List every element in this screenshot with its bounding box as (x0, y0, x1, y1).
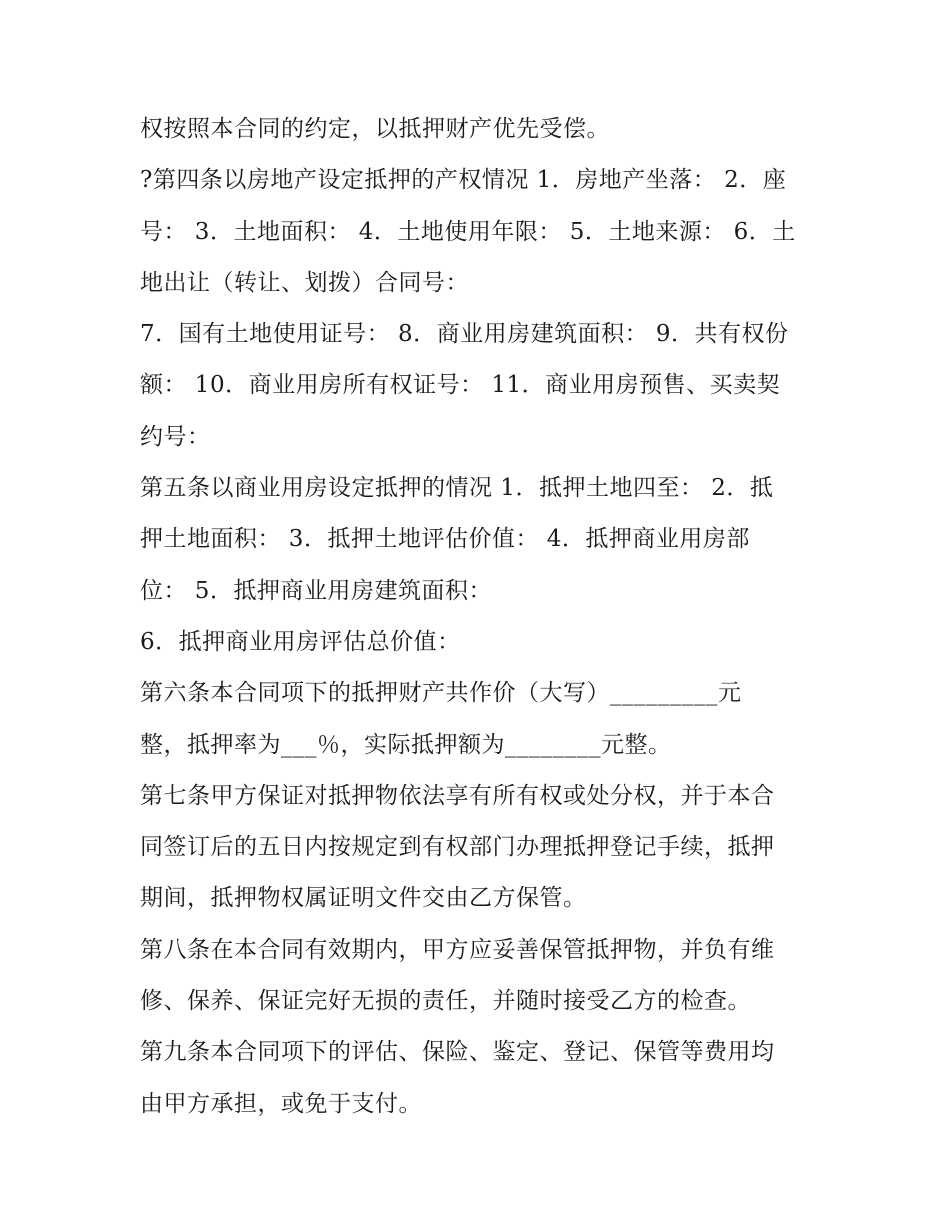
text-line: 约号： (140, 423, 211, 450)
text-line: 权按照本合同的约定，以抵押财产优先受偿。 (140, 116, 610, 142)
text-line: 第七条甲方保证对抵押物依法享有所有权或处分权，并于本合 (140, 782, 775, 809)
text-line: 修、保养、保证完好无损的责任，并随时接受乙方的检查。 (140, 988, 751, 1015)
text-line: 第九条本合同项下的评估、保险、鉴定、登记、保管等费用均 (140, 1039, 775, 1066)
text-line: 同签订后的五日内按规定到有权部门办理抵押登记手续，抵押 (140, 834, 775, 861)
text-line: 额： 10．商业用房所有权证号： 11．商业用房预售、买卖契 (140, 372, 781, 399)
text-line: 位： 5．抵押商业用房建筑面积： (140, 577, 492, 604)
text-line: 第六条本合同项下的抵押财产共作价（大写）_________元 (140, 680, 742, 707)
text-line: 整，抵押率为___％，实际抵押额为________元整。 (140, 731, 672, 758)
text-line: 6．抵押商业用房评估总价值： (140, 628, 461, 655)
text-line: 号： 3．土地面积： 4．土地使用年限： 5．土地来源： 6．土 (140, 218, 796, 245)
text-line: 押土地面积： 3．抵押土地评估价值： 4．抵押商业用房部 (140, 526, 750, 553)
text-line: 7．国有土地使用证号： 8．商业用房建筑面积： 9．共有权份 (140, 321, 789, 348)
document-body (140, 104, 820, 1130)
text-line: 第八条在本合同有效期内，甲方应妥善保管抵押物，并负有维 (140, 936, 775, 963)
text-line: ?第四条以房地产设定抵押的产权情况 1．房地产坐落： 2．座 (140, 167, 787, 194)
text-line: 由甲方承担，或免于支付。 (140, 1090, 422, 1117)
text-line: 地出让（转让、划拨）合同号： (140, 269, 469, 296)
text-line: 期间，抵押物权属证明文件交由乙方保管。 (140, 885, 587, 912)
text-line: 第五条以商业用房设定抵押的情况 1．抵押土地四至： 2．抵 (140, 475, 774, 502)
